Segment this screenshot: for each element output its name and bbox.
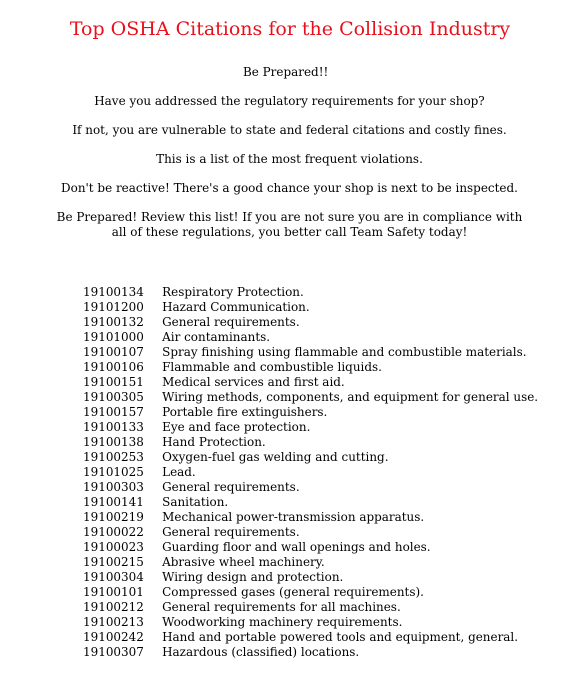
citation-row [83,539,538,554]
citation-description: Wiring design and protection. [162,569,344,584]
citation-description: Oxygen-fuel gas welding and cutting. [162,449,389,464]
citation-row [83,314,538,329]
citation-code: 19100212 [83,599,144,614]
citation-row [83,389,538,404]
citation-code: 19100106 [83,359,144,374]
citation-description: Portable fire extinguishers. [162,404,328,419]
citation-description: Air contaminants. [162,329,271,344]
citation-row [83,284,538,299]
citation-row [83,344,538,359]
citation-description: Medical services and first aid. [162,374,345,389]
citation-code: 19100219 [83,509,144,524]
citation-code: 19100141 [83,494,144,509]
citation-row [83,569,538,584]
citation-code: 19100138 [83,434,144,449]
citation-row [83,419,538,434]
citation-description: General requirements for all machines. [162,599,401,614]
citation-row [83,299,538,314]
citation-code: 19100132 [83,314,144,329]
citation-row [83,449,538,464]
citation-code: 19100151 [83,374,144,389]
citation-description: General requirements. [162,479,300,494]
citation-row [83,599,538,614]
citation-row [83,494,538,509]
citation-row [83,359,538,374]
intro-section [0,64,579,239]
citation-code: 19100304 [83,569,144,584]
citation-row [83,644,538,659]
intro-line-frequent: This is a list of the most frequent violations. [156,151,423,166]
citation-row [83,614,538,629]
citation-code: 19100107 [83,344,144,359]
citation-code: 19100213 [83,614,144,629]
citation-code: 19101000 [83,329,144,344]
citation-description: Hazardous (classified) locations. [162,644,360,659]
citation-description: Wiring methods, components, and equipment for general use. [162,389,539,404]
citation-code: 19100303 [83,479,144,494]
citation-description: Hand and portable powered tools and equipment, general. [162,629,519,644]
citation-code: 19101200 [83,299,144,314]
citation-code: 19100305 [83,389,144,404]
intro-line-call-team-safety: Be Prepared! Review this list! If you are not sure you are in compliance with all of these regulations, you better call Team Safety today! [56,209,523,239]
citation-description: Abrasive wheel machinery. [162,554,325,569]
citation-code: 19100022 [83,524,144,539]
intro-line-reactive: Don't be reactive! There's a good chance your shop is next to be inspected. [61,180,518,195]
citation-row [83,374,538,389]
citation-row [83,434,538,449]
citation-description: Hazard Communication. [162,299,310,314]
citation-description: Woodworking machinery requirements. [162,614,403,629]
citation-row [83,584,538,599]
citation-row [83,629,538,644]
citation-code: 19101025 [83,464,144,479]
intro-line-vulnerable: If not, you are vulnerable to state and federal citations and costly fines. [72,122,507,137]
citation-description: Sanitation. [162,494,229,509]
citation-row [83,329,538,344]
intro-line-be-prepared: Be Prepared!! [242,64,329,79]
citation-description: Spray finishing using flammable and combustible materials. [162,344,527,359]
citation-list [83,284,538,659]
citation-code: 19100253 [83,449,144,464]
citation-description: Mechanical power-transmission apparatus. [162,509,425,524]
citation-description: Flammable and combustible liquids. [162,359,382,374]
page-title: Top OSHA Citations for the Collision Industry [69,18,511,40]
citation-code: 19100242 [83,629,144,644]
citation-row [83,479,538,494]
citation-description: Compressed gases (general requirements). [162,584,424,599]
citation-code: 19100307 [83,644,144,659]
citation-description: Hand Protection. [162,434,266,449]
citation-code: 19100101 [83,584,144,599]
citation-description: General requirements. [162,314,300,329]
citation-description: Respiratory Protection. [162,284,304,299]
citation-description: Guarding floor and wall openings and holes. [162,539,431,554]
intro-line-requirements: Have you addressed the regulatory requirements for your shop? [94,93,485,108]
citation-row [83,554,538,569]
citation-row [83,404,538,419]
citation-code: 19100133 [83,419,144,434]
citation-description: Lead. [162,464,196,479]
citation-code: 19100134 [83,284,144,299]
citation-code: 19100157 [83,404,144,419]
citation-code: 19100215 [83,554,144,569]
citation-code: 19100023 [83,539,144,554]
citation-row [83,464,538,479]
citation-row [83,509,538,524]
citation-row [83,524,538,539]
citation-description: General requirements. [162,524,300,539]
citation-description: Eye and face protection. [162,419,311,434]
